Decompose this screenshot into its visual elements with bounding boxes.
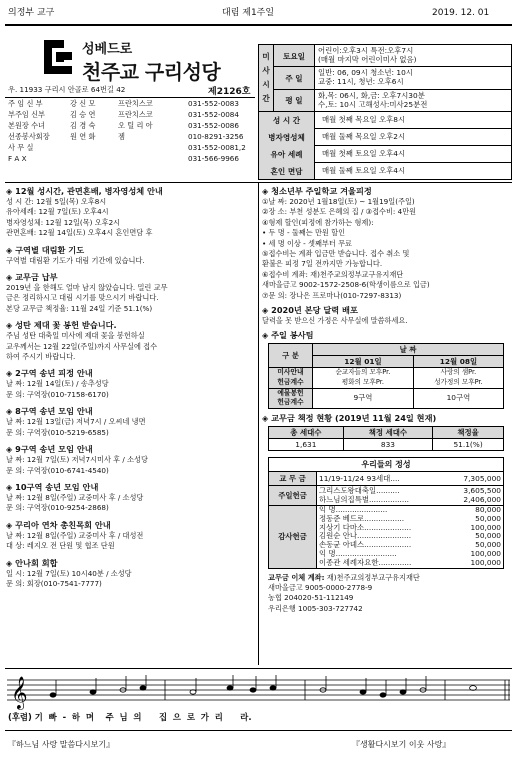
- contact-list: [8, 99, 254, 165]
- mass-side-label: 미 사 시 간: [262, 52, 270, 103]
- mass-text: 수,토: 10시 고해성사:미사25분전: [318, 100, 428, 109]
- service-title: ◈ 주일 봉사팀: [262, 330, 314, 341]
- church-logo: [42, 38, 74, 76]
- svg-text:𝄞: 𝄞: [11, 676, 28, 709]
- music-lyrics: (후렴) 기 빠 - 하 며 주 님 의 집 으 로 가 리 라.: [8, 712, 252, 722]
- contact-row: 주 임 신 부 강 신 모 프란치스코 031-552-0083: [8, 99, 239, 108]
- tithe-title: ◈ 교무금 책정 현황 (2019년 11월 24일 현재): [262, 412, 437, 423]
- notice: ◈ 8구역 송년 모임 안내 날 짜: 12월 13일(금) 저녁7시 / 오씨네 냉면 문 의: 구역장(010-5219-6585): [6, 406, 146, 437]
- notice: ◈ 안나회 회합 일 시: 12월 7일(토) 10시40분 / 소성당 문 의: 회장(010-7541-7777): [6, 557, 132, 588]
- offering-table: 우리들의 정성 교 무 금 11/19-11/24 93세대.... 7,305,000 주일헌금 그리스도왕대축일.......... 3,605,500 하느님의집특별................. 2,406,000 감사헌금 익 명...................... 정동준 베드로................. 지상기 다마소.................... 김원순 안나....................... 손동균 아녜스.................... 익 명.......................... 이종관 세례자요한.............. 80,000 50,000 100,000 50,000 50,000 100,000 100,000: [268, 457, 504, 569]
- contact-row: 선종봉사회장 원 연 화 젬 010-8291-3256: [8, 132, 244, 141]
- notice: ◈ 10구역 송년 모임 안내 날 짜: 12월 8일(주일) 교중미사 후 / 소성당 문 의: 구역장(010-9254-2868): [6, 481, 144, 513]
- notice: ◈ 2구역 송년 피정 안내 날 짜: 12월 14일(토) / 송추성당 문 의: 구역장(010-7158-6170): [6, 368, 109, 399]
- extra-label: 성 시 간: [272, 116, 301, 125]
- extra-label: 유아 세례: [270, 150, 303, 159]
- extra-text: 매월 둘째 토요일 오후4시: [322, 166, 406, 175]
- youth-camp-notice: ◈ 청소년부 주일학교 겨울피정 ①날 짜: 2020년 1월18일(토) ~ 1월19일(주일) ②장 소: 부천 성분도 은혜의 집 / ③접수비: 4만원 ④형제 할인(피정에 참가하는 형제): • 두 명 - 둘째는 만원 할인 • 세 명 이상 - 셋째부터 무료 ⑤접수비는 계좌 입금만 받습니다. 접수 취소 및 환불은 피정 7일 전까지만 가능합니다. ⑥접수비 계좌: 재)천주교의정부교구유지재단 새마을금고 9002-1572-2508-6(학생이름으로 입금) ⑦문 의: 장나은 프로마나(010-7297-8313): [262, 186, 430, 300]
- left-column: [6, 186, 256, 589]
- right-column: [262, 186, 510, 614]
- notice: ◈ 9구역 송년 모임 안내 날 짜: 12월 7일(토) 저녁7시미사 후 / 소성당 문 의: 구역장(010-6741-4540): [6, 444, 148, 475]
- service-table: 구 분 날 짜 12월 01일 12월 08일 미사안내 헌금계수 순교자들의 모후Pr. 평화의 모후Pr. 사랑의 샘Pr. 성가정의 모후Pr. 예물봉헌 헌금계수 9구역 10구역: [268, 343, 504, 408]
- date-label: 2019. 12. 01: [432, 8, 490, 18]
- week-label: 대림 제1주일: [222, 8, 275, 18]
- address: 우. 11933 구리시 안골로 64번길 42: [8, 85, 126, 94]
- extra-label: 병자영성체: [268, 133, 305, 142]
- footer-right: 『생활다시보기 이웃 사랑』: [352, 740, 451, 749]
- contact-row: 부주임 신부 김 승 연 프란치스코 031-552-0084: [8, 110, 239, 119]
- mass-text: (매월 마지막 어린이미사 없음): [318, 55, 417, 64]
- notice: ◈ 구역별 대림환 기도 구역별 대림환 기도가 대림 기간에 있습니다.: [6, 244, 145, 265]
- issue-number: 제2126호: [208, 87, 251, 97]
- mass-label-sat: 토요일: [282, 52, 305, 61]
- mass-label-sun: 주 일: [285, 74, 303, 83]
- mass-text: 교중: 11시, 청년: 오후6시: [318, 77, 404, 86]
- church-name-top: 성베드로: [82, 42, 133, 57]
- mass-text: 일반: 06, 09시 청소년: 10시: [318, 68, 413, 77]
- extra-text: 매월 첫째 토요일 오후4시: [322, 149, 406, 158]
- account-info: 교무금 이체 계좌: 재)천주교의정부교구유지재단 새마을금고 9005-0000-2778-9 농협 204020-51-112149 우리은행 1005-303-727742: [268, 572, 420, 613]
- extra-label: 혼인 면담: [270, 167, 303, 176]
- notice: ◈ 교무금 납부 2019년 을 한해도 얼마 남지 않았습니다. 밀린 교무 금은 정리하시고 대림 시기를 맞으시기 바랍니다. 본당 교무금 책정율: 11월 24일 기준 51.1(%): [6, 272, 168, 313]
- contact-row: F A X 031-566-9966: [8, 154, 239, 163]
- notice: ◈ 꾸리아 연차 총친목회 안내 날 짜: 12월 8일(주일) 교중미사 후 / 대성전 대 상: 레지오 전 단원 및 협조 단원: [6, 519, 144, 551]
- extra-text: 매월 둘째 목요일 오후2시: [322, 132, 406, 141]
- contact-row: 본원장 수녀 김 경 숙 오 틸 리 아 031-552-0086: [8, 121, 239, 130]
- calendar-notice: ◈ 2020년 본당 달력 배포 달력을 못 받으신 가정은 사무실에 말씀하세요.: [262, 305, 408, 326]
- notice: ◈ 성탄 제대 꽃 봉헌 받습니다. 주님 성탄 대축일 미사에 제대 꽃을 봉헌하실 교우께서는 12월 22일(주일)까지 사무실에 접수 하여 주시기 바랍니다.: [6, 320, 158, 362]
- church-name-main: 천주교 구리성당: [82, 60, 221, 84]
- contact-row: 사 무 실 031-552-0081,2: [8, 143, 246, 152]
- parish-label: 의정부 교구: [8, 8, 55, 18]
- notice: ◈ 12월 성시간, 관면혼배, 병자영성체 안내 성 시 간: 12월 5일(목) 오후8시 유아세례: 12월 7일(토) 오후4시 병자영성체: 12월 12일(목) 오후2시 관면혼배: 12월 14일(토) 오후4시 혼인면담 후: [6, 186, 163, 238]
- footer-left: 『하느님 사랑 말씀다시보기』: [8, 740, 115, 749]
- extra-text: 매월 첫째 목요일 오후8시: [322, 115, 406, 124]
- tithe-table: 총 세대수 책정 세대수 책정율 1,631 833 51.1(%): [268, 426, 504, 451]
- mass-text: 어린이:오후3시 특전:오후7시: [318, 46, 414, 55]
- mass-label-weekday: 평 일: [285, 96, 303, 105]
- mass-text: 화,목: 06시, 화,금: 오후7시30분: [318, 91, 425, 100]
